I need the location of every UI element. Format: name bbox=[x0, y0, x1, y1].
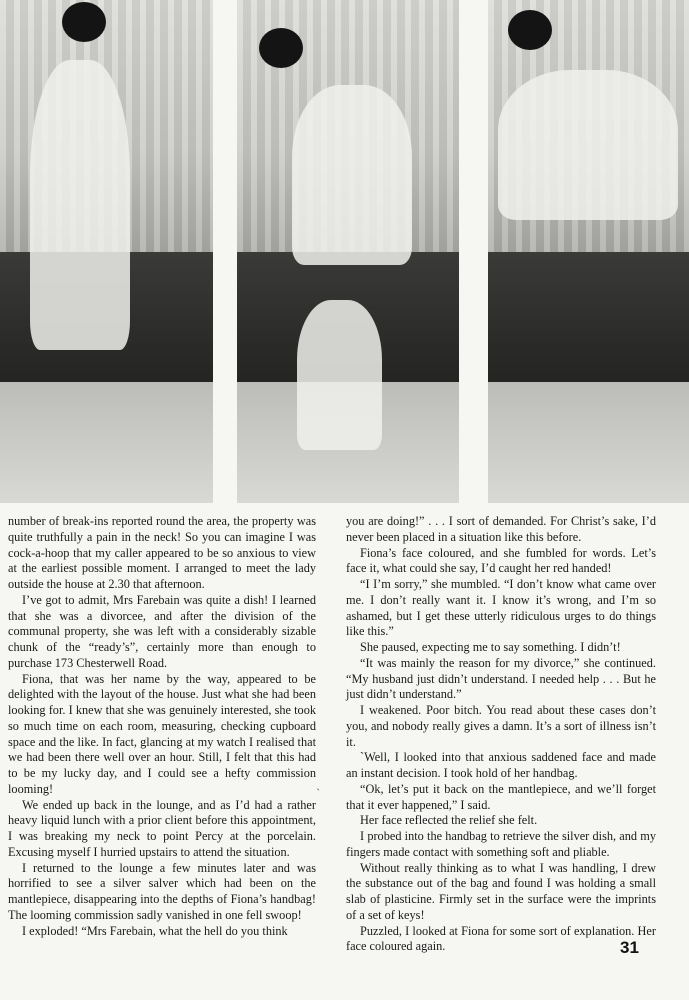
paragraph: I weakened. Poor bitch. You read about these cases don’t you, and nobody really gives a damn. It’s a sort of illness isn’t it. bbox=[346, 703, 656, 749]
paragraph: She paused, expecting me to say something. I didn’t! bbox=[360, 640, 621, 654]
paragraph: I returned to the lounge a few minutes later and was horrified to see a silver salver which had been on the mantlepiece, disappearing into the depths of Fiona’s handbag! The looming commission sadly vanished in one fell swoop! bbox=[8, 860, 316, 922]
paragraph: “I I’m sorry,” she mumbled. “I don’t know what came over me. I don’t really want it. I know it’s wrong, and I’m so ashamed, but I get these utterly ridiculous urges to do things like this.” bbox=[346, 577, 656, 639]
woman-hair bbox=[508, 10, 552, 50]
paragraph: number of break-ins reported round the area, the property was quite truthfully a pain in the neck! So you can imagine I was cock-a-hoop that my caller appeared to be so anxious to view at the earliest possible moment. I arranged to meet the lady outside the house at 2.30 that afternoon. bbox=[8, 514, 316, 591]
paragraph: I’ve got to admit, Mrs Farebain was quite a dish! I learned that she was a divorcee, and after the division of the communal property, she was left with a considerably sizable chunk of the “ready’s”, certainly more than enough to purchase 173 Chesterwell Road. bbox=[8, 592, 316, 670]
woman-figure bbox=[292, 85, 412, 265]
paragraph: “Ok, let’s put it back on the mantlepiece, and we’ll forget that it ever happened,” I said. bbox=[346, 781, 656, 812]
paragraph: Her face reflected the relief she felt. bbox=[360, 813, 538, 828]
paragraph: `Well, I looked into that anxious saddened face and made an instant decision. I took hold of her handbag. bbox=[346, 750, 656, 780]
woman-hair bbox=[259, 28, 303, 68]
photo-3 bbox=[488, 0, 689, 503]
floor bbox=[0, 382, 213, 503]
skirt-figure bbox=[297, 300, 382, 450]
paragraph: Without really thinking as to what I was handling, I drew the substance out of the bag and found I was holding a small slab of plasticine. Firmly set in the surface were the imprints of a set of keys! bbox=[346, 860, 656, 922]
photo-1 bbox=[0, 0, 213, 503]
woman-figure bbox=[498, 70, 678, 220]
paragraph: Fiona’s face coloured, and she fumbled for words. Let’s face it, what could she say, I’d caught her red handed! bbox=[346, 545, 656, 576]
woman-hair bbox=[62, 2, 106, 42]
photo-2 bbox=[237, 0, 459, 503]
paragraph: I exploded! “Mrs Farebain, what the hell do you think bbox=[22, 923, 288, 938]
page-number: 31 bbox=[620, 938, 639, 957]
right-text-column bbox=[346, 514, 656, 955]
paragraph: Puzzled, I looked at Fiona for some sort of explanation. Her face coloured again. bbox=[346, 923, 656, 954]
paragraph: We ended up back in the lounge, and as I’d had a rather heavy liquid lunch with a prior client before this appointment, I was breaking my neck to point Percy at the porcelain. Excusing myself I hurried upstairs to attend the situation. bbox=[8, 797, 316, 859]
paragraph: Fiona, that was her name by the way, appeared to be delighted with the layout of the house. Just what she had been looking for. I knew that she was genuinely interested, she took so much time on each room, measuring, checking cupboard space and the like. In fact, glancing at my watch I realised that we had been there well over an hour. Still, I felt that this had to be my lucky day, and I could see a hefty commission looming! bbox=[8, 671, 316, 796]
paragraph: I probed into the handbag to retrieve the silver dish, and my fingers made contact with something soft and pliable. bbox=[346, 829, 656, 859]
woman-figure bbox=[30, 60, 130, 350]
left-text-column bbox=[8, 514, 316, 939]
paragraph: you are doing!” . . . I sort of demanded. For Christ’s sake, I’d never been placed in a situation like this before. bbox=[346, 514, 656, 544]
floor bbox=[488, 382, 689, 503]
paragraph: “It was mainly the reason for my divorce,” she continued. “My husband just didn’t understand. I needed help . . . But he just didn’t understand.” bbox=[346, 655, 656, 702]
sofa bbox=[488, 252, 689, 383]
